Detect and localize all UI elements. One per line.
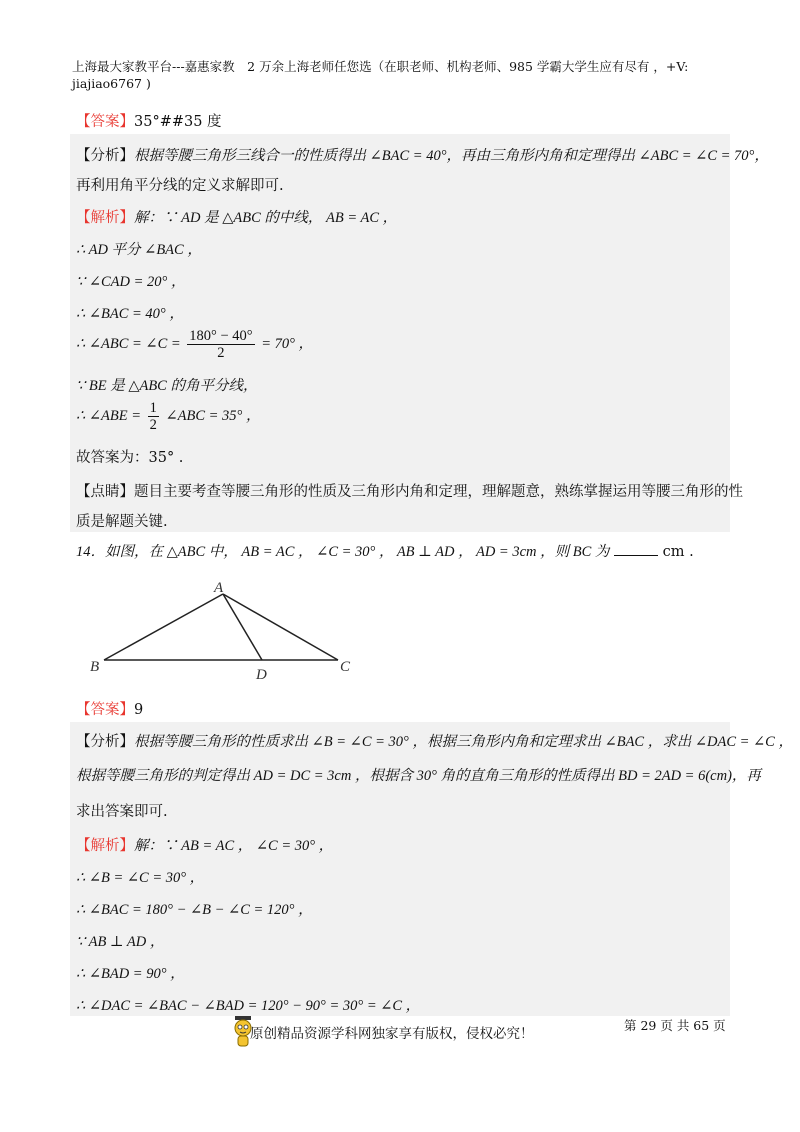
label-b: B — [90, 659, 100, 675]
q14-answer-line — [76, 698, 143, 719]
analysis-tag: 【分析】 — [76, 734, 134, 750]
q14-step-5: ∴ ∠BAD = 90° ， — [76, 966, 185, 982]
q14-solution-line-1: 【解析】解：∵ AB = AC ， ∠C = 30° ， — [76, 838, 334, 854]
header-line-1: 上海最大家教平台---嘉惠家教 2 万余上海老师任您选（在职老师、机构老师、985 学霸大学生应有尽有 ，+V: — [72, 59, 689, 74]
header-line-2: jiajiao6767 ) — [72, 76, 151, 91]
q14-question: 14．如图，在 △ABC 中， AB = AC ， ∠C = 30° ， AB ⊥ AD ， AD = 3cm ，则 BC 为 cm . — [76, 540, 694, 561]
q14-step-3: ∴ ∠BAC = 180° − ∠B − ∠C = 120° ， — [76, 902, 313, 918]
label-a: A — [214, 580, 224, 596]
q13-analysis-line-2: 再利用角平分线的定义求解即可. — [76, 178, 284, 194]
comment-tag: 【点睛】 — [76, 484, 134, 500]
triangle-figure — [80, 576, 380, 686]
q13-step-3: ∵ ∠CAD = 20° ， — [76, 274, 186, 290]
answer-tag: 【答案】 — [76, 114, 134, 130]
solution-tag: 【解析】 — [76, 210, 134, 226]
q13-step-4: ∴ ∠BAC = 40° ， — [76, 306, 184, 322]
q13-conclusion: 故答案为：35° . — [76, 450, 184, 466]
label-d: D — [256, 667, 267, 683]
label-c: C — [340, 659, 351, 675]
fraction: $\frac{180^\circ - 40^\circ}{2}$ — [189, 328, 253, 361]
q13-step-2: ∴ AD 平分 ∠BAC ， — [76, 242, 202, 258]
q14-analysis-line-1: 【分析】根据等腰三角形的性质求出 ∠B = ∠C = 30° ，根据三角形内角和定理求出 ∠BAC ，求出 ∠DAC = ∠C ， — [76, 734, 793, 750]
q14-analysis-line-2: 根据等腰三角形的判定得出 AD = DC = 3cm ，根据含 30° 角的直角三角形的性质得出 BD = 2AD = 6(cm)，再 — [76, 768, 761, 784]
answer-blank — [614, 541, 658, 556]
copyright-note: 原创精品资源学科网独家享有版权，侵权必究！ — [250, 1026, 534, 1042]
q14-step-2: ∴ ∠B = ∠C = 30° ， — [76, 870, 205, 886]
solution-tag: 【解析】 — [76, 838, 134, 854]
page-number: 第 29 页 共 65 页 — [624, 1018, 726, 1033]
q14-analysis-line-3: 求出答案即可. — [76, 804, 168, 820]
q13-answer: 35°##35 度 — [134, 114, 222, 130]
q13-analysis-line-1: 【分析】根据等腰三角形三线合一的性质得出 ∠BAC = 40°，再由三角形内角和定理得出 ∠ABC = ∠C = 70°， — [76, 148, 769, 164]
side-ab — [104, 594, 223, 660]
q13-answer-line — [76, 110, 222, 131]
q13-step-5: ∴ ∠ABC = ∠C = $\frac{180^\circ - 40^\circ}{2}$ = 70° ， — [76, 328, 314, 361]
q14-step-6: ∴ ∠DAC = ∠BAC − ∠BAD = 120° − 90° = 30° = ∠C ， — [76, 998, 421, 1014]
q14-step-4: ∵ AB ⊥ AD ， — [76, 934, 165, 950]
q13-comment-line-1: 【点睛】题目主要考查等腰三角形的性质及三角形内角和定理，理解题意，熟练掌握运用等腰三角形的性 — [76, 484, 743, 500]
fraction: $\frac{1}{2}$ — [149, 400, 157, 433]
segment-ad — [223, 594, 262, 660]
q13-solution-line-1: 【解析】解：∵ AD 是 △ABC 的中线， AB = AC ， — [76, 210, 398, 226]
page-header — [72, 58, 732, 92]
q14-answer: 9 — [134, 702, 144, 718]
q13-comment-line-2: 质是解题关键. — [76, 514, 168, 530]
answer-tag: 【答案】 — [76, 702, 134, 718]
q13-step-6: ∵ BE 是 △ABC 的角平分线， — [76, 378, 258, 394]
analysis-tag: 【分析】 — [76, 148, 134, 164]
side-ac — [223, 594, 338, 660]
q13-step-7: ∴ ∠ABE = $\frac{1}{2}$ ∠ABC = 35° ， — [76, 400, 261, 433]
